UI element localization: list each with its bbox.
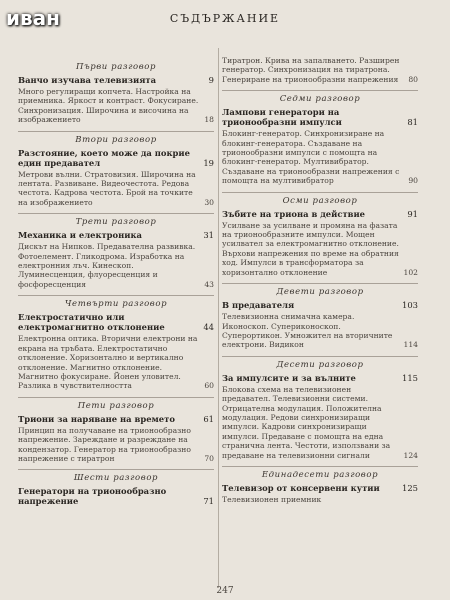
entry-description (222, 385, 418, 460)
page-number: 247 (216, 586, 234, 596)
section-heading: Пети разговор (18, 397, 214, 411)
entry-title: Зъбите на триона в действие (222, 208, 365, 219)
description-page: 124 (403, 450, 418, 460)
section-heading: Девети разговор (222, 283, 418, 297)
description-text: Принцип на получаване на трионообразно напрежение. Зареждане и разреждане на кондензатор. Генератор на трионообразно напрежение с тиратрон (18, 425, 191, 463)
section-heading: Втори разговор (18, 131, 214, 145)
section-heading: Трети разговор (18, 213, 214, 227)
toc-entry[interactable] (18, 75, 214, 85)
toc-entry[interactable] (222, 107, 418, 127)
entry-description (18, 170, 214, 208)
entry-description (222, 495, 418, 504)
entry-description (222, 221, 418, 277)
entry-title: Лампови генератори на трионообразни импулси (222, 107, 342, 128)
toc-entry[interactable] (18, 148, 214, 168)
entry-title: Електростатично или електромагнитно отклонение (18, 312, 165, 333)
entry-title: Телевизор от консервени кутии (222, 482, 380, 493)
description-page: 18 (204, 115, 214, 125)
description-text: Много регулиращи копчета. Настройка на приемника. Яркост и контраст. Фокусиране. Синхронизация. Широчина и височина на изображението (18, 87, 199, 125)
entry-page: 61 (203, 413, 214, 424)
description-text: Електронна оптика. Вторични електрони на екрана на тръбата. Електростатично отклонение. Хоризонтално и вертикално отклонение. Магнитно отклонение. Магнитно фокусиране. Йонен уловител. Разлика в чувствителността (18, 334, 198, 391)
description-text: Усилване за усилване и промяна на фазата на трионообразните импулси. Мощен усилвател за електромагнитно отклонение. Върхови напрежения по време на обратния ход. Импулси в трансформатора за хоризонтално отклонение (222, 220, 399, 277)
entry-description (222, 312, 418, 350)
toc-entry[interactable] (222, 209, 418, 219)
entry-page: 71 (203, 496, 214, 507)
column-divider (218, 48, 219, 588)
entry-page: 44 (203, 322, 214, 333)
toc-left-column (18, 56, 214, 508)
watermark-logo: иван (6, 6, 60, 30)
description-page: 114 (403, 340, 418, 350)
toc-entry[interactable] (18, 486, 214, 506)
entry-title: Ванчо изучава телевизията (18, 75, 157, 85)
description-text: Дискът на Нипков. Предавателна развивка. Фотоелемент. Гликодрома. Изработка на електронния лъч. Кинескоп. Луминесценция, флуоресценция и фосфоресценция (18, 242, 196, 289)
page-title: СЪДЪРЖАНИЕ (169, 12, 281, 25)
entry-page: 91 (407, 208, 418, 219)
entry-title: Разстояние, което може да покрие един предавател (18, 147, 190, 168)
section-heading: Единадесети разговор (222, 466, 418, 480)
entry-description (18, 426, 214, 464)
description-text: Телевизионна снимачна камера. Иконоскоп. Супериконоскоп. Суперортикон. Умножител на вторичните електрони. Видикон (222, 312, 393, 350)
description-page: 60 (204, 381, 214, 391)
section-heading: Четвърти разговор (18, 295, 214, 309)
description-page: 70 (204, 453, 214, 463)
description-page: 43 (204, 279, 214, 289)
entry-title: В предавателя (222, 300, 295, 311)
entry-description (222, 56, 418, 84)
section-heading: Първи разговор (75, 62, 157, 72)
entry-description (18, 334, 214, 390)
section-heading: Десети разговор (222, 356, 418, 370)
entry-page: 9 (208, 75, 214, 85)
entry-title: Механика и електроника (18, 230, 142, 241)
entry-description (222, 129, 418, 185)
entry-page: 31 (203, 230, 214, 241)
section-heading: Седми разговор (222, 90, 418, 104)
entry-title: Генератори на трионообразно напрежение (18, 486, 167, 507)
description-text: Тиратрон. Крива на запалването. Разширен генератор. Синхронизация на тиратрона. Генериране на трионообразни напрежения (222, 56, 400, 84)
description-text: Блокова схема на телевизионен предавател. Телевизионни системи. Отрицателна модулация. Положителна модулация. Редови синхронизиращи импулси. Кадрови синхронизиращи импулси. Предаване с помощта на една странична лента. Честоти, използвани за предаване на телевизионни сигнали (222, 384, 391, 460)
description-text: Телевизионен приемник (222, 494, 322, 504)
toc-entry[interactable] (18, 414, 214, 424)
description-page: 90 (408, 176, 418, 186)
entry-page: 103 (402, 300, 418, 311)
section-heading: Осми разговор (222, 192, 418, 206)
description-text: Блокинг-генератор. Синхронизиране на блокинг-генератора. Създаване на трионообразни импулси с помощта на блокинг-генератор. Мултивибратор. Създаване на трионообразни напрежения с помощта на мултивибратор (222, 129, 400, 186)
entry-description (18, 242, 214, 289)
entry-title: За импулсите и за вълните (222, 372, 356, 383)
toc-entry[interactable] (222, 300, 418, 310)
toc-entry[interactable] (18, 312, 214, 332)
entry-title: Триони за наряване на времето (18, 413, 175, 424)
toc-entry[interactable] (18, 230, 214, 240)
entry-page: 19 (203, 157, 214, 168)
entry-page: 125 (402, 482, 418, 493)
description-text: Метрови вълни. Стратовизия. Широчина на лентата. Развиване. Видеочестота. Редова честота. Кадрова честота. Брой на точките на изображението (18, 169, 196, 207)
description-page: 30 (204, 197, 214, 207)
toc-right-column (222, 56, 418, 506)
toc-entry[interactable] (222, 373, 418, 383)
entry-description (18, 87, 214, 125)
description-page: 102 (403, 267, 418, 277)
description-page: 80 (408, 74, 418, 84)
entry-page: 115 (402, 372, 418, 383)
section-heading: Шести разговор (18, 469, 214, 483)
entry-page: 81 (407, 117, 418, 128)
toc-entry[interactable] (222, 483, 418, 493)
